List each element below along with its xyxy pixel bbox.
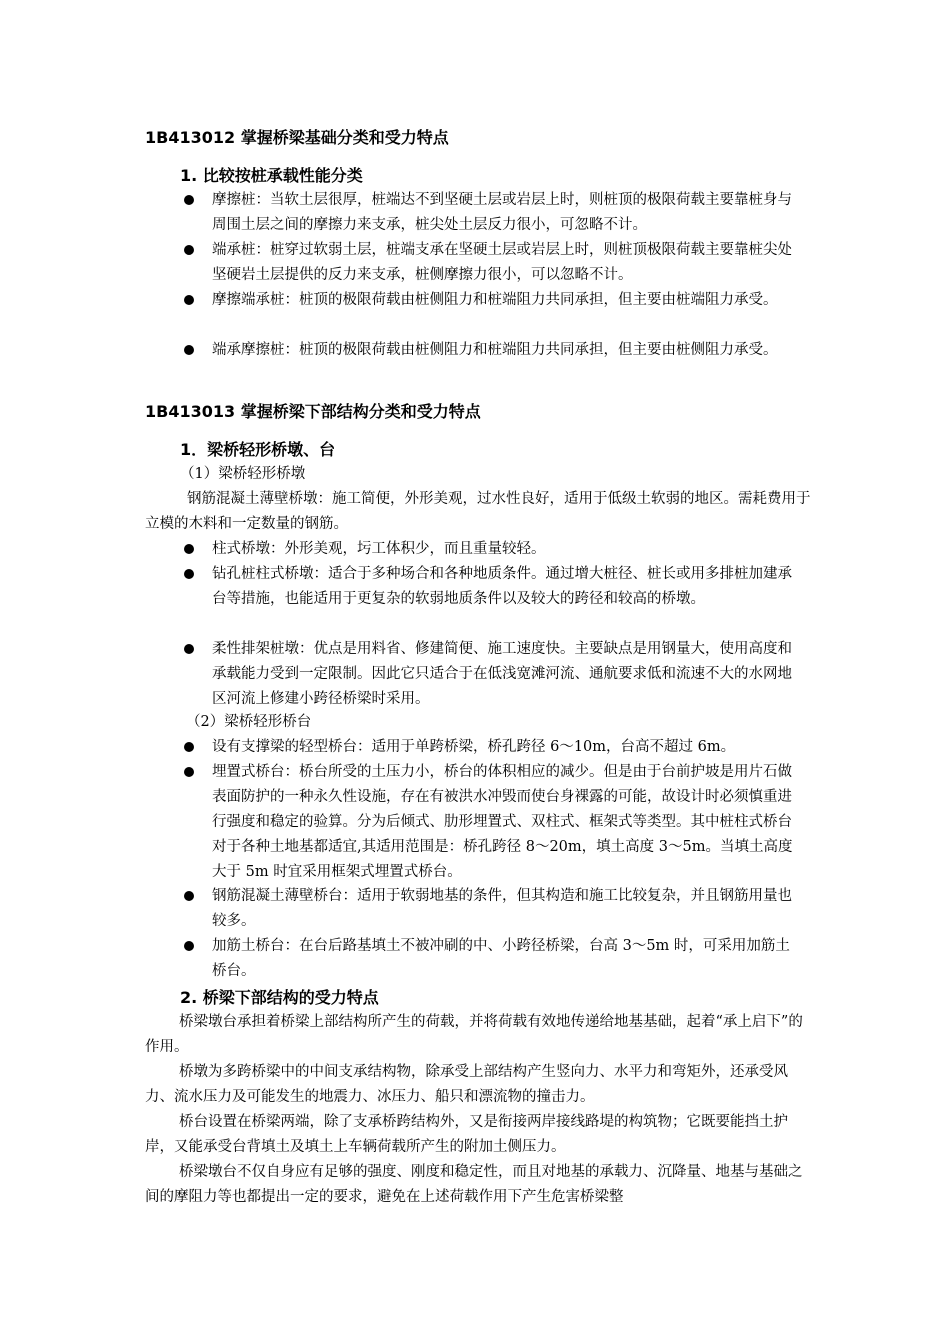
subsection-heading: 2. 桥梁下部结构的受力特点 bbox=[180, 988, 379, 1007]
list-item bbox=[184, 238, 804, 288]
list-item bbox=[184, 288, 804, 313]
paragraph: 桥台设置在桥梁两端，除了支承桥跨结构外，又是衔接两岸接线路堤的构筑物；它既要能挡土护岸，又能承受台背填土及填土上车辆荷载所产生的附加土侧压力。 bbox=[145, 1114, 788, 1155]
list-item bbox=[184, 637, 804, 712]
bullet-icon bbox=[184, 569, 194, 579]
list-item-text: 摩擦端承桩：桩顶的极限荷载由桩侧阻力和桩端阻力共同承担，但主要由桩端阻力承受。 bbox=[212, 292, 778, 308]
abutment-title: （2）梁桥轻形桥台 bbox=[186, 714, 312, 730]
list-item bbox=[184, 735, 804, 760]
bullet-icon bbox=[184, 345, 194, 355]
list-item-text: 端承桩：桩穿过软弱土层，桩端支承在坚硬土层或岩层上时，则桩顶极限荷载主要靠桩尖处坚硬岩土层提供的反力来支承，桩侧摩擦力很小，可以忽略不计。 bbox=[212, 242, 792, 283]
section-heading: 1B413012 掌握桥梁基础分类和受力特点 bbox=[145, 128, 449, 147]
list-item bbox=[184, 188, 804, 238]
bullet-icon bbox=[184, 544, 194, 554]
subsection-heading: 1. 比较按桩承载性能分类 bbox=[180, 166, 363, 185]
list-item-text: 钢筋混凝土薄壁桥台：适用于软弱地基的条件，但其构造和施工比较复杂，并且钢筋用量也较多。 bbox=[212, 888, 792, 929]
bullet-icon bbox=[184, 742, 194, 752]
list-item bbox=[184, 934, 804, 984]
paragraph: 钢筋混凝土薄壁桥墩：施工简便，外形美观，过水性良好，适用于低级土软弱的地区。需耗费用于立模的木料和一定数量的钢筋。 bbox=[145, 491, 811, 532]
list-item bbox=[184, 562, 804, 612]
paragraph: 桥墩为多跨桥梁中的中间支承结构物，除承受上部结构产生竖向力、水平力和弯矩外，还承受风力、流水压力及可能发生的地震力、冰压力、船只和漂流物的撞击力。 bbox=[145, 1064, 788, 1105]
list-item-text: 埋置式桥台：桥台所受的土压力小，桥台的体积相应的减少。但是由于台前护坡是用片石做表面防护的一种永久性设施，存在有被洪水冲毁而使台身裸露的可能，故设计时必须慎重进行强度和稳定的验算。分为后倾式、肋形埋置式、双柱式、框架式等类型。其中桩柱式桥台对于各种土地基都适宜,其适用范围是：桥孔跨径 8～20m，填土高度 3～5m。当填土高度大于 5m 时宜采用框架式埋置式桥台。 bbox=[212, 764, 793, 880]
list-item-text: 加筋土桥台：在台后路基填土不被冲刷的中、小跨径桥梁，台高 3～5m 时，可采用加筋土桥台。 bbox=[212, 938, 790, 979]
bullet-icon bbox=[184, 941, 194, 951]
section-heading: 1B413013 掌握桥梁下部结构分类和受力特点 bbox=[145, 402, 481, 421]
list-item bbox=[184, 884, 804, 934]
bullet-icon bbox=[184, 245, 194, 255]
list-item-text: 钻孔桩柱式桥墩：适合于多种场合和各种地质条件。通过增大桩径、桩长或用多排桩加建承台等措施，也能适用于更复杂的软弱地质条件以及较大的跨径和较高的桥墩。 bbox=[212, 566, 792, 607]
list-item bbox=[184, 537, 804, 562]
bullet-icon bbox=[184, 195, 194, 205]
list-item-text: 摩擦桩：当软土层很厚，桩端达不到坚硬土层或岩层上时，则桩顶的极限荷载主要靠桩身与周围土层之间的摩擦力来支承，桩尖处土层反力很小，可忽略不计。 bbox=[212, 192, 792, 233]
list-item-text: 柱式桥墩：外形美观，圬工体积少，而且重量较轻。 bbox=[212, 541, 546, 557]
bullet-icon bbox=[184, 891, 194, 901]
paragraph: 桥梁墩台不仅自身应有足够的强度、刚度和稳定性，而且对地基的承载力、沉降量、地基与基础之间的摩阻力等也都提出一定的要求，避免在上述荷载作用下产生危害桥梁整 bbox=[145, 1164, 803, 1205]
pier-title: （1）梁桥轻形桥墩 bbox=[180, 466, 306, 482]
list-item bbox=[184, 760, 804, 885]
list-item-text: 设有支撑梁的轻型桥台：适用于单跨桥梁，桥孔跨径 6～10m，台高不超过 6m。 bbox=[212, 739, 736, 755]
list-item bbox=[184, 338, 804, 363]
bullet-icon bbox=[184, 644, 194, 654]
paragraph: 桥梁墩台承担着桥梁上部结构所产生的荷载，并将荷载有效地传递给地基基础，起着“承上启下”的作用。 bbox=[145, 1014, 803, 1055]
bullet-icon bbox=[184, 295, 194, 305]
subsection-heading: 1．梁桥轻形桥墩、台 bbox=[180, 440, 336, 459]
list-item-text: 柔性排架桩墩：优点是用料省、修建简便、施工速度快。主要缺点是用钢量大，使用高度和承载能力受到一定限制。因此它只适合于在低浅宽滩河流、通航要求低和流速不大的水网地区河流上修建小跨径桥梁时采用。 bbox=[212, 641, 792, 707]
bullet-icon bbox=[184, 767, 194, 777]
list-item-text: 端承摩擦桩：桩顶的极限荷载由桩侧阻力和桩端阻力共同承担，但主要由桩侧阻力承受。 bbox=[212, 342, 778, 358]
